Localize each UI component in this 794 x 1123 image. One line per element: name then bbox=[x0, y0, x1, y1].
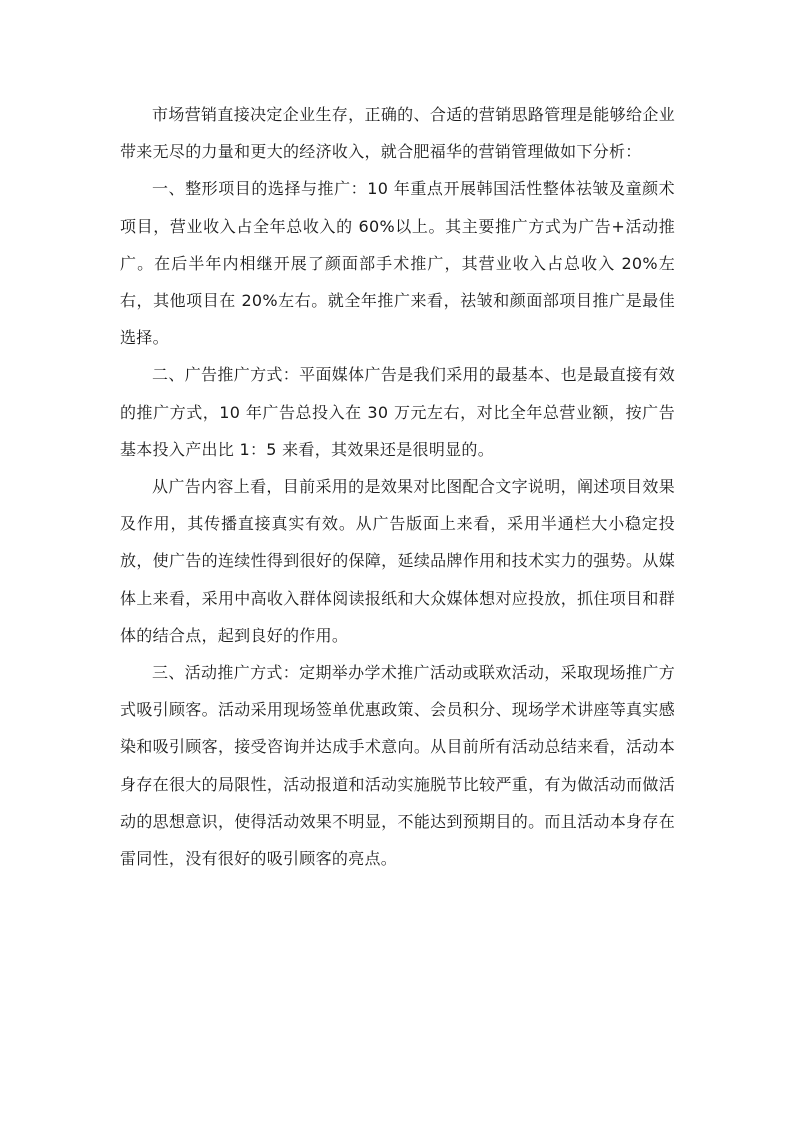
document-body bbox=[120, 96, 675, 877]
paragraph-ad-content: 从广告内容上看，目前采用的是效果对比图配合文字说明，阐述项目效果及作用，其传播直接真实有效。从广告版面上来看，采用半通栏大小稳定投放，使广告的连续性得到很好的保障，延续品牌作用和技术实力的强势。从媒体上来看，采用中高收入群体阅读报纸和大众媒体想对应投放，抓住项目和群体的结合点，起到良好的作用。 bbox=[120, 477, 675, 645]
paragraph-section-1: 一、整形项目的选择与推广：10 年重点开展韩国活性整体祛皱及童颜术项目，营业收入占全年总收入的 60%以上。其主要推广方式为广告+活动推广。在后半年内相继开展了颜面部手术推广，其营业收入占总收入 20%左右，其他项目在 20%左右。就全年推广来看，祛皱和颜面部项目推广是最佳选择。 bbox=[120, 179, 675, 348]
paragraph-section-3: 三、活动推广方式：定期举办学术推广活动或联欢活动，采取现场推广方式吸引顾客。活动采用现场签单优惠政策、会员积分、现场学术讲座等真实感染和吸引顾客，接受咨询并达成手术意向。从目前所有活动总结来看，活动本身存在很大的局限性，活动报道和活动实施脱节比较严重，有为做活动而做活动的思想意识，使得活动效果不明显，不能达到预期目的。而且活动本身存在雷同性，没有很好的吸引顾客的亮点。 bbox=[120, 663, 675, 869]
paragraph-intro: 市场营销直接决定企业生存，正确的、合适的营销思路管理是能够给企业带来无尽的力量和更大的经济收入，就合肥福华的营销管理做如下分析： bbox=[120, 105, 675, 162]
paragraph-section-2: 二、广告推广方式：平面媒体广告是我们采用的最基本、也是最直接有效的推广方式，10 年广告总投入在 30 万元左右，对比全年总营业额，按广告基本投入产出比 1：5 来看，其效果还是很明显的。 bbox=[120, 365, 675, 459]
